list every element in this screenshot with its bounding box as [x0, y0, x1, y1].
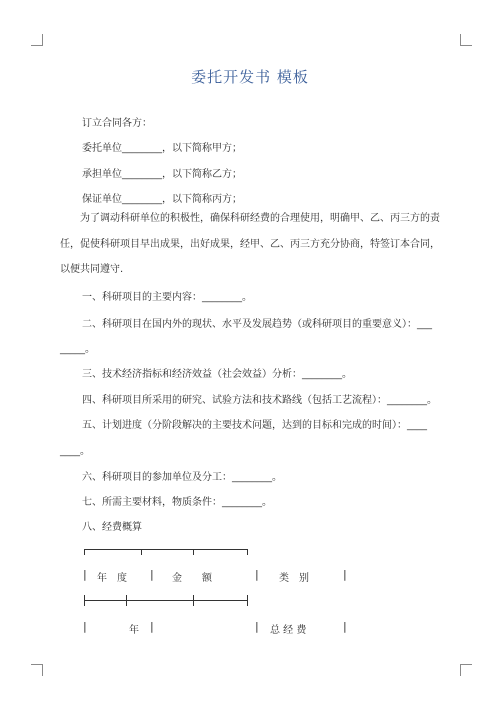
corner-mark-top-left: [31, 34, 43, 46]
table-top-border: [84, 549, 248, 550]
clause-4: 四、科研项目所采用的研究、试验方法和技术路线（包括工艺流程）：________。: [82, 395, 437, 406]
party-guarantor: 保证单位________，以下简称丙方；: [82, 194, 242, 205]
corner-mark-bottom-right: [460, 664, 472, 676]
clause-3: 三、技术经济指标和经济效益（社会效益）分析：________。: [82, 369, 352, 380]
clause-5-continued: ____。: [60, 446, 90, 457]
purpose-text: 为了调动科研单位的积极性，确保科研经费的合理使用，明确甲、乙、丙三方的责任，促使科研项目早出成果，出好成果，经甲、乙、丙三方充分协商，特签订本合同，以便共同遵守.: [60, 213, 440, 275]
table-tick: [141, 549, 142, 555]
table-tick: [84, 549, 85, 555]
corner-mark-bottom-left: [31, 664, 43, 676]
clause-1: 一、科研项目的主要内容：________。: [82, 292, 252, 303]
clause-2: 二、科研项目在国内外的现状、水平及发展趋势（或科研项目的重要意义）：___: [82, 319, 432, 330]
table-row2-total-funds: 总 经 费: [270, 625, 307, 636]
table-tick: [247, 549, 248, 555]
table-row2-year: 年: [129, 625, 139, 636]
clause-8: 八、经费概算: [82, 522, 142, 533]
table-tick: [84, 595, 85, 606]
purpose-paragraph: [60, 206, 445, 283]
table-border: |: [150, 568, 154, 581]
table-border-right: |: [343, 620, 347, 633]
table-border-left: |: [83, 620, 87, 633]
table-border-right: |: [343, 568, 347, 581]
table-tick: [247, 595, 248, 606]
document-title: 委托开发书 模板: [191, 68, 309, 86]
party-client: 委托单位________，以下简称甲方；: [82, 143, 242, 154]
table-border-left: |: [83, 568, 87, 581]
clause-7: 七、所需主要材料，物质条件：________。: [82, 497, 272, 508]
table-row1-amount-header: 金 额: [172, 573, 212, 584]
intro-line: 订立合同各方：: [82, 118, 152, 129]
table-mid-border: [84, 600, 248, 601]
table-border: |: [255, 620, 259, 633]
party-contractor: 承担单位________，以下简称乙方；: [82, 169, 242, 180]
table-row1-year-header: 年 度: [97, 573, 127, 584]
corner-mark-top-right: [460, 34, 472, 46]
table-border: |: [255, 568, 259, 581]
table-tick: [193, 595, 194, 606]
clause-6: 六、科研项目的参加单位及分工：________。: [82, 472, 282, 483]
table-border: |: [150, 620, 154, 633]
clause-5: 五、计划进度（分阶段解决的主要技术问题，达到的目标和完成的时间）：____: [82, 420, 427, 431]
table-tick: [126, 595, 127, 606]
table-row1-category-header: 类 别: [279, 573, 309, 584]
clause-2-continued: _____。: [60, 344, 95, 355]
table-tick: [193, 549, 194, 555]
